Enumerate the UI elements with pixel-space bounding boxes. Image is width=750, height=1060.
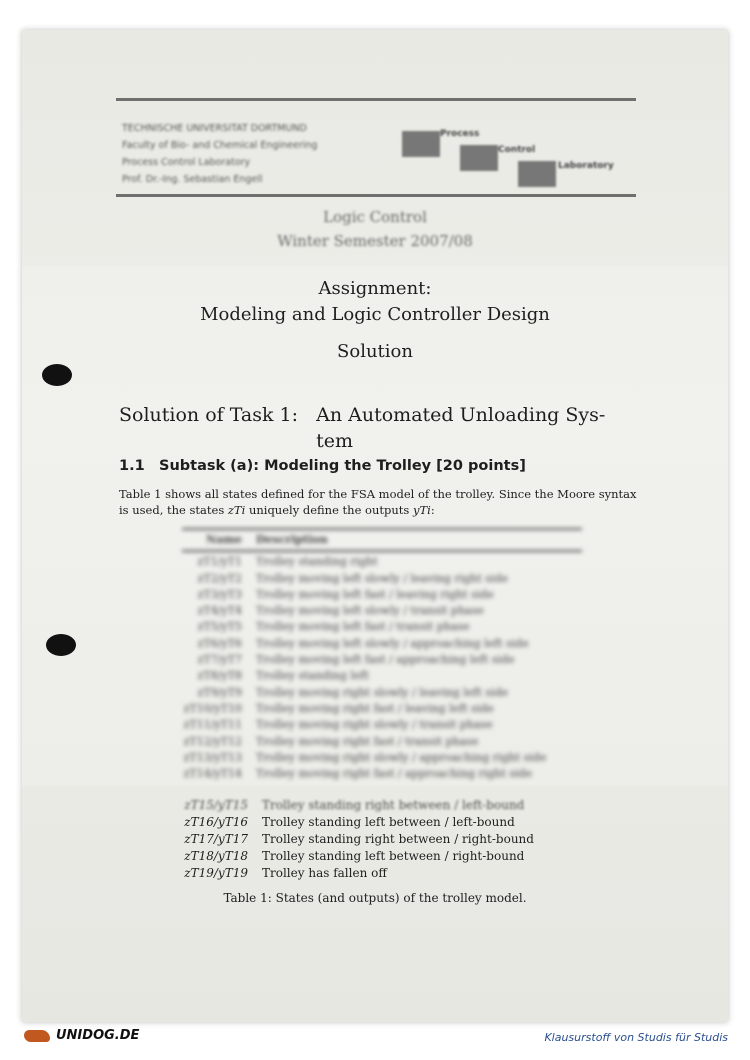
state-description: Trolley standing left between / right-bound — [262, 849, 525, 863]
state-name: zT9/yT9 — [197, 685, 242, 699]
institution-line: Process Control Laboratory — [122, 157, 251, 168]
states-table-blurred — [182, 526, 582, 782]
section-prefix: Solution of Task 1: — [119, 404, 299, 426]
state-name: zT15/yT15 — [184, 798, 248, 812]
state-description: Trolley standing right between / left-bound — [262, 798, 525, 812]
state-name: zT7/yT7 — [197, 653, 242, 667]
state-description: Trolley standing right — [256, 555, 378, 569]
state-name: zT11/yT11 — [183, 718, 242, 732]
solution-heading: Solution — [337, 341, 413, 362]
state-name: zT1/yT1 — [197, 555, 242, 569]
section-title-line1: An Automated Unloading Sys- — [316, 404, 606, 426]
table-caption: Table 1: States (and outputs) of the trolley model. — [223, 891, 527, 905]
table-row — [182, 685, 582, 701]
intro-paragraph — [119, 486, 649, 518]
table-row — [182, 652, 582, 668]
table-row — [182, 766, 582, 782]
lab-logo — [400, 125, 640, 195]
state-name: zT17/yT17 — [184, 832, 248, 846]
state-name: zT19/yT19 — [184, 866, 248, 880]
state-description: Trolley moving right fast / leaving left side — [256, 701, 494, 715]
logo-block — [460, 145, 498, 171]
state-description: Trolley has fallen off — [262, 866, 387, 880]
state-name: zT14/yT14 — [183, 767, 242, 781]
table-mid-rule — [182, 550, 582, 552]
institution-line: Faculty of Bio- and Chemical Engineering — [122, 140, 318, 151]
dog-icon — [24, 1030, 50, 1042]
states-table — [182, 797, 602, 882]
assignment-heading — [22, 276, 728, 328]
table-row — [182, 701, 582, 717]
table-header-row — [182, 532, 582, 548]
logo-block — [518, 161, 556, 187]
table-row — [182, 554, 582, 570]
header-rule-top — [116, 98, 636, 101]
state-name: zT16/yT16 — [184, 815, 248, 829]
state-description: Trolley standing left between / left-bound — [262, 815, 515, 829]
section-title-line2: tem — [316, 430, 354, 452]
state-description: Trolley moving right slowly / leaving left side — [256, 685, 509, 699]
table-row — [182, 814, 602, 831]
header-name: Name — [206, 533, 242, 546]
paragraph-line: Table 1 shows all states defined for the FSA model of the trolley. Since the Moore syntax — [119, 487, 637, 501]
logo-block — [402, 131, 440, 157]
logo-text: Process — [440, 129, 480, 139]
var-z: zTi — [227, 503, 246, 517]
state-name: zT5/yT5 — [197, 620, 242, 634]
subsection-title: Subtask (a): Modeling the Trolley [20 points] — [159, 458, 526, 474]
table-top-rule — [182, 528, 582, 530]
state-name: zT12/yT12 — [183, 734, 242, 748]
subsection-heading — [119, 458, 526, 474]
section-heading — [119, 402, 606, 454]
table-row — [182, 668, 582, 684]
scanned-page — [22, 30, 728, 1022]
state-name: zT10/yT10 — [183, 701, 242, 715]
state-description: Trolley standing left — [256, 669, 369, 683]
brand-text: UNIDOG.DE — [56, 1028, 140, 1043]
state-name: zT2/yT2 — [197, 571, 242, 585]
table-row — [182, 636, 582, 652]
state-description: Trolley standing right between / right-bound — [262, 832, 534, 846]
state-description: Trolley moving left slowly / approaching left side — [256, 636, 529, 650]
table-row — [182, 587, 582, 603]
state-name: zT18/yT18 — [184, 849, 248, 863]
course-semester: Winter Semester 2007/08 — [277, 232, 473, 250]
state-name: zT13/yT13 — [183, 750, 242, 764]
table-row — [182, 865, 602, 882]
table-row — [182, 619, 582, 635]
state-name: zT3/yT3 — [197, 587, 242, 601]
paragraph-text: uniquely define the outputs — [245, 503, 413, 517]
table-row — [182, 717, 582, 733]
state-description: Trolley moving right slowly / transit phase — [256, 718, 493, 732]
unidog-logo[interactable] — [24, 1028, 139, 1043]
state-description: Trolley moving right slowly / approaching right side — [256, 750, 547, 764]
paragraph-text: : — [430, 503, 435, 517]
header-rule-bottom — [116, 194, 636, 197]
punch-hole-bottom — [46, 634, 76, 656]
institution-line: TECHNISCHE UNIVERSITÄT DORTMUND — [122, 123, 307, 134]
header-description: Description — [256, 533, 328, 546]
table-row — [182, 831, 602, 848]
assignment-label: Assignment: — [318, 278, 432, 299]
state-description: Trolley moving left fast / approaching left side — [256, 653, 515, 667]
institution-line: Prof. Dr.-Ing. Sebastian Engell — [122, 174, 263, 185]
table-row — [182, 797, 602, 814]
punch-hole-top — [42, 364, 72, 386]
table-row — [182, 750, 582, 766]
table-row — [182, 734, 582, 750]
state-name: zT6/yT6 — [197, 636, 242, 650]
state-name: zT8/yT8 — [197, 669, 242, 683]
institution-block — [122, 120, 392, 188]
table-row — [182, 571, 582, 587]
assignment-title: Modeling and Logic Controller Design — [200, 304, 550, 325]
footer-tagline: Klausurstoff von Studis für Studis — [544, 1031, 728, 1044]
paragraph-line — [119, 502, 649, 518]
state-description: Trolley moving left slowly / leaving right side — [256, 571, 509, 585]
section-title — [316, 402, 606, 454]
state-name: zT4/yT4 — [197, 604, 242, 618]
table-row — [182, 848, 602, 865]
course-title: Logic Control — [323, 208, 427, 226]
var-y: yTi — [412, 503, 431, 517]
state-description: Trolley moving left fast / transit phase — [256, 620, 470, 634]
state-description: Trolley moving left fast / leaving right side — [256, 587, 494, 601]
state-description: Trolley moving left slowly / transit phase — [256, 604, 484, 618]
subsection-number: 1.1 — [119, 458, 145, 474]
table-row — [182, 603, 582, 619]
logo-text: Laboratory — [558, 161, 614, 171]
state-description: Trolley moving right fast / transit phase — [256, 734, 479, 748]
logo-text: Control — [498, 145, 536, 155]
state-description: Trolley moving right fast / approaching right side — [256, 767, 533, 781]
paragraph-text: is used, the states — [119, 503, 228, 517]
